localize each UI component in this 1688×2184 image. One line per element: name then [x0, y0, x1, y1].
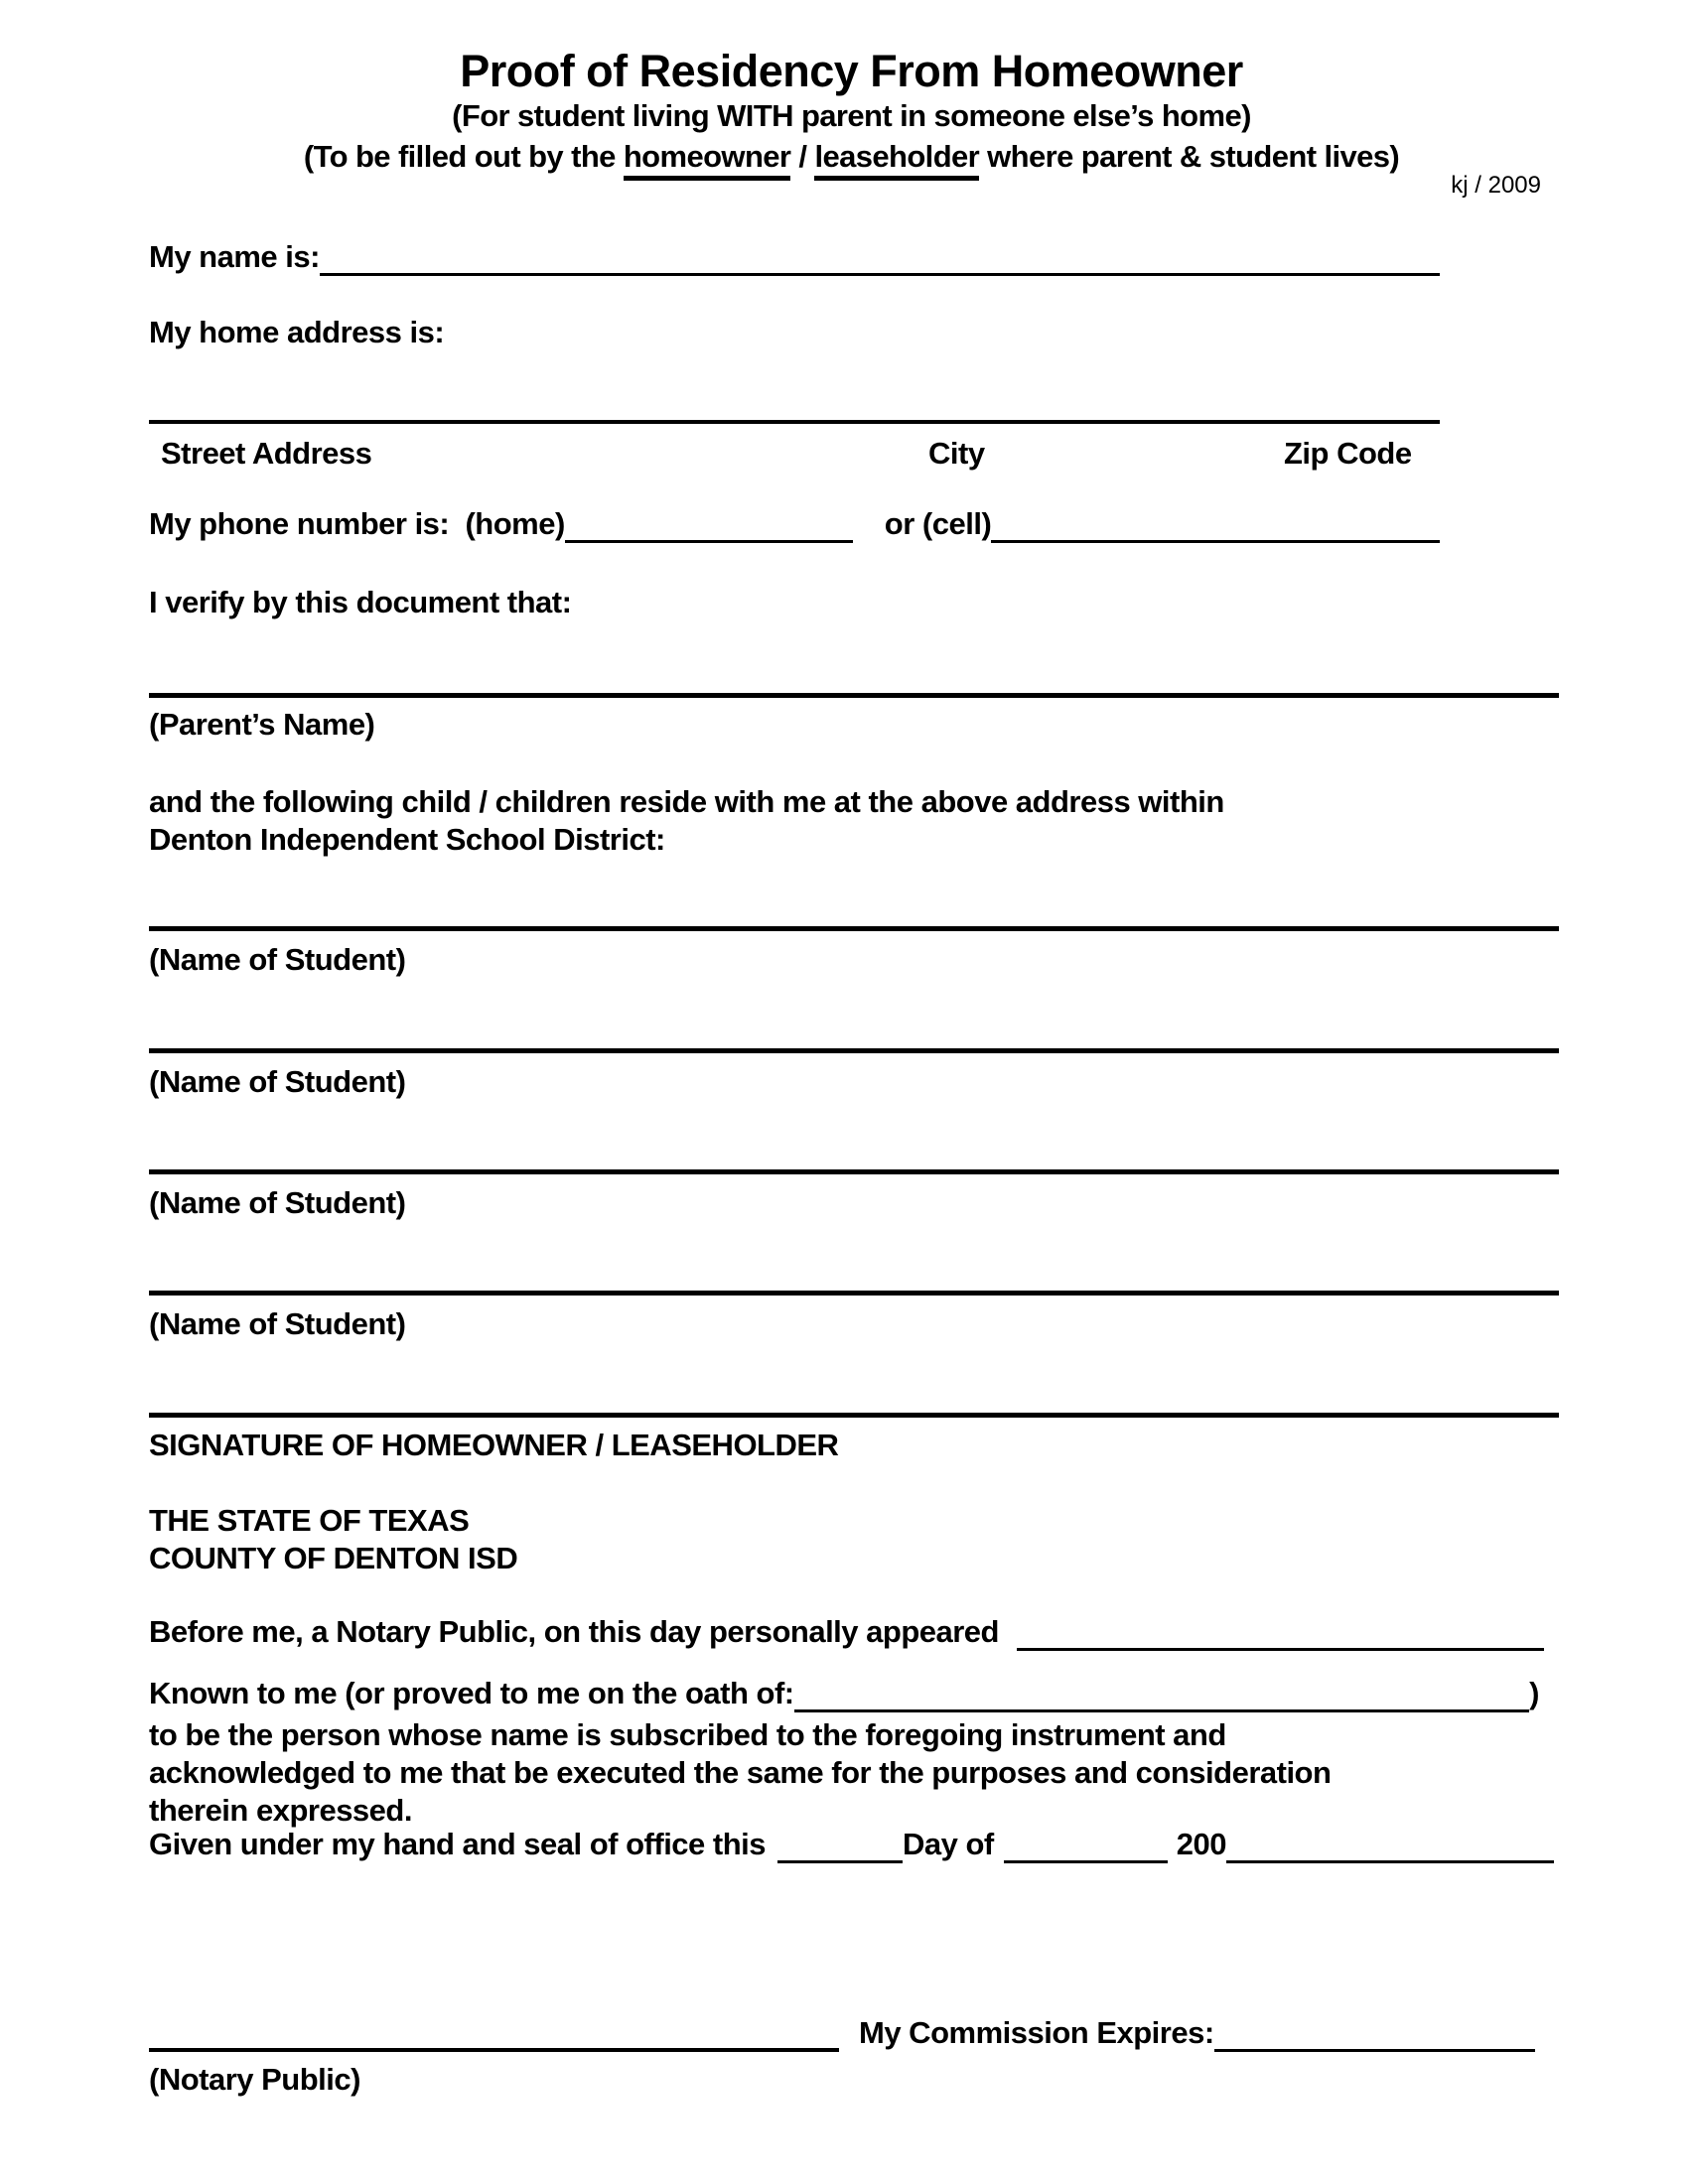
commission-date-blank-line[interactable]	[1214, 2015, 1535, 2052]
name-field-label: My name is:	[149, 239, 320, 274]
notary-public-caption: (Notary Public)	[149, 2062, 360, 2097]
appeared-name-blank-line[interactable]	[1017, 1614, 1544, 1651]
name-row	[149, 238, 1440, 276]
oath-name-blank-line[interactable]	[794, 1676, 1530, 1712]
state-line: THE STATE OF TEXAS	[149, 1503, 470, 1538]
homeowner-signature-line[interactable]	[149, 1413, 1559, 1418]
commission-expires-label: My Commission Expires:	[859, 2015, 1214, 2050]
oath-close-paren: )	[1529, 1676, 1539, 1710]
phone-cell-label: or (cell)	[884, 506, 992, 541]
day-number-blank-line[interactable]	[777, 1827, 903, 1863]
day-of-label: Day of	[903, 1827, 994, 1861]
subtitle2-prefix: (To be filled out by the	[303, 139, 624, 174]
given-under-row	[149, 1826, 1554, 1863]
address-column-labels	[149, 435, 1559, 475]
student-3-caption: (Name of Student)	[149, 1185, 406, 1220]
oath-label: Known to me (or proved to me on the oath of:	[149, 1676, 794, 1710]
subtitle2-separator: /	[790, 139, 815, 174]
address-column-street: Street Address	[161, 436, 372, 471]
version-note: kj / 2009	[1451, 172, 1541, 199]
county-line: COUNTY OF DENTON ISD	[149, 1541, 518, 1575]
student-3-write-line[interactable]	[149, 1169, 1559, 1174]
before-me-row	[149, 1613, 1544, 1651]
subtitle2-leaseholder-underlined: leaseholder	[814, 139, 979, 181]
student-4-caption: (Name of Student)	[149, 1306, 406, 1341]
notary-signature-blank-line[interactable]	[149, 2014, 839, 2052]
subtitle-line1: (For student living WITH parent in someone else’s home)	[452, 98, 1251, 133]
home-phone-blank-line[interactable]	[565, 506, 853, 543]
home-address-label: My home address is:	[149, 315, 445, 349]
acknowledgment-line3: therein expressed.	[149, 1793, 412, 1828]
student-1-write-line[interactable]	[149, 926, 1559, 931]
cell-phone-blank-line[interactable]	[991, 506, 1440, 543]
student-2-caption: (Name of Student)	[149, 1064, 406, 1099]
student-2-write-line[interactable]	[149, 1048, 1559, 1053]
page-title: Proof of Residency From Homeowner	[460, 46, 1243, 96]
given-under-label: Given under my hand and seal of office this	[149, 1827, 767, 1861]
homeowner-signature-caption: SIGNATURE OF HOMEOWNER / LEASEHOLDER	[149, 1428, 839, 1462]
year-prefix-label: 200	[1176, 1827, 1226, 1861]
verify-statement-label: I verify by this document that:	[149, 585, 572, 619]
student-4-write-line[interactable]	[149, 1291, 1559, 1296]
known-to-me-row	[149, 1675, 1539, 1712]
year-blank-line[interactable]	[1226, 1827, 1554, 1863]
address-blank-line[interactable]	[149, 420, 1440, 424]
acknowledgment-line2: acknowledged to me that be executed the same for the purposes and consideration	[149, 1755, 1332, 1790]
phone-home-label: My phone number is: (home)	[149, 506, 565, 541]
before-me-label: Before me, a Notary Public, on this day personally appeared	[149, 1614, 999, 1649]
student-1-caption: (Name of Student)	[149, 942, 406, 977]
address-column-city: City	[928, 436, 985, 471]
name-blank-line[interactable]	[320, 239, 1440, 276]
subtitle2-homeowner-underlined: homeowner	[624, 139, 791, 181]
phone-row	[149, 505, 1440, 543]
notary-signature-row	[149, 2014, 1535, 2052]
month-blank-line[interactable]	[1004, 1827, 1168, 1863]
address-column-zip: Zip Code	[1284, 436, 1412, 471]
residency-statement-line2: Denton Independent School District:	[149, 822, 665, 857]
parent-name-write-line[interactable]	[149, 693, 1559, 698]
subtitle2-suffix: where parent & student lives)	[979, 139, 1400, 174]
acknowledgment-line1: to be the person whose name is subscribed to the foregoing instrument and	[149, 1717, 1226, 1752]
parent-name-caption: (Parent’s Name)	[149, 707, 375, 742]
residency-statement-line1: and the following child / children reside with me at the above address within	[149, 784, 1224, 819]
